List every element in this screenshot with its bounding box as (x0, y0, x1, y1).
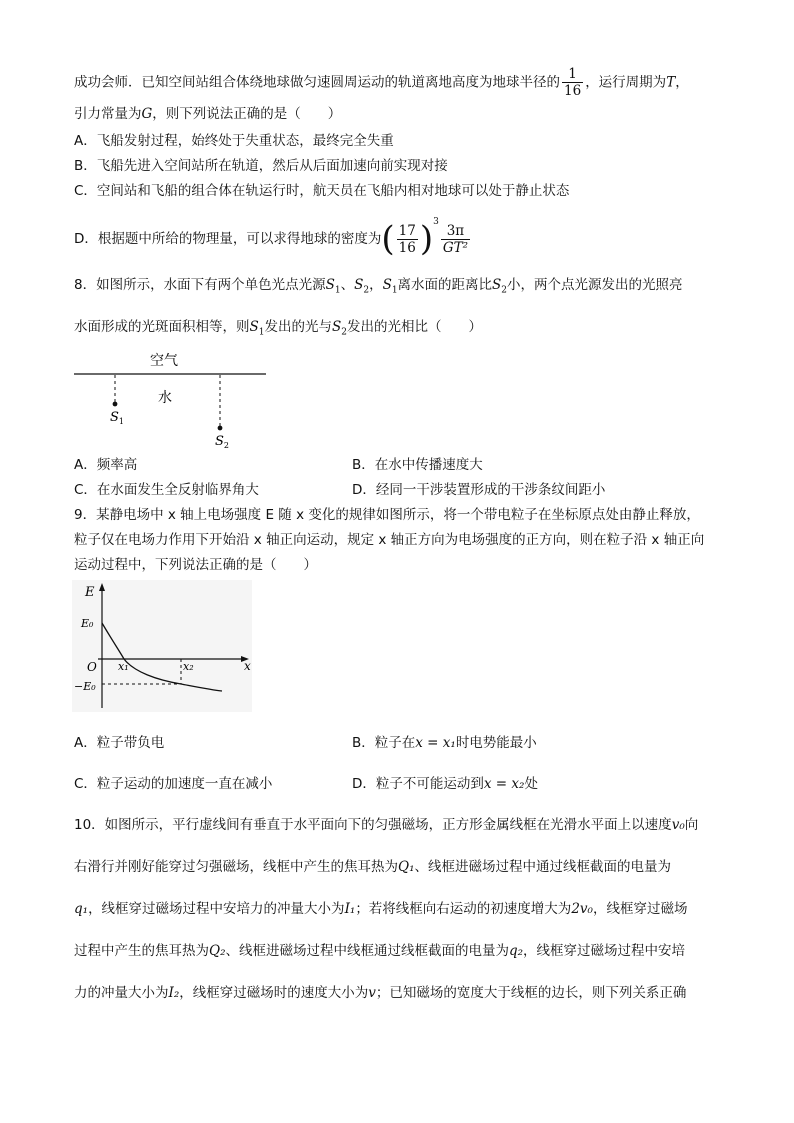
q8-option-a: A．频率高 (74, 457, 138, 473)
q7-option-a: A．飞船发射过程，始终处于失重状态，最终完全失重 (74, 133, 394, 149)
var-T: T (666, 74, 676, 91)
var-G: G (141, 106, 153, 122)
q9-option-b: B．粒子在x = x₁时电势能最小 (352, 735, 537, 751)
q7-fraction: $\frac{1}{16}$ (564, 66, 582, 99)
s2-point (218, 426, 223, 431)
s1-point (113, 402, 118, 407)
x1-label: x₁ (118, 660, 129, 673)
q8-fig-air-label: 空气 (150, 353, 178, 369)
s2-label: $S_2$ (215, 434, 229, 450)
q9-line2: 粒子仅在电场力作用下开始沿 x 轴正向运动，规定 x 轴正方向为电场强度的正方向，则在粒子沿 x 轴正向 (74, 532, 705, 548)
q10-line1: 10．如图所示，平行虚线间有垂直于水平面向下的匀强磁场，正方形金属线框在光滑水平面上以速度v₀向 (74, 817, 699, 833)
q7-line2: 引力常量为G，则下列说法正确的是（ ） (74, 106, 342, 122)
q9-option-c: C．粒子运动的加速度一直在减小 (74, 776, 273, 792)
q9-option-a: A．粒子带负电 (74, 735, 165, 751)
q9-option-d: D．粒子不可能运动到x = x₂处 (352, 776, 538, 792)
q10-line5: 力的冲量大小为I₂，线框穿过磁场时的速度大小为v；已知磁场的宽度大于线框的边长，则下列关系正确 (74, 985, 687, 1001)
q8-line2: 水面形成的光斑面积相等，则$S_1$发出的光与$S_2$发出的光相比（ ） (74, 319, 482, 338)
q10-line4: 过程中产生的焦耳热为Q₂、线框进磁场过程中线框通过线框截面的电量为q₂，线框穿过磁场过程中安培 (74, 943, 686, 959)
q10-line2: 右滑行并刚好能穿过匀强磁场，线框中产生的焦耳热为Q₁、线框进磁场过程中通过线框截面的电量为 (74, 859, 671, 875)
origin-label: O (87, 660, 97, 674)
q7-line1: 成功会师．已知空间站组合体绕地球做匀速圆周运动的轨道离地高度为地球半径的 $\frac{1}{16}$ ，运行周期为T， (74, 66, 689, 99)
neg-e0-label: −E₀ (74, 680, 96, 693)
e-axis-label: E (85, 585, 95, 600)
q7-option-b: B．飞船先进入空间站所在轨道，然后从后面加速向前实现对接 (74, 158, 448, 174)
q8-option-d: D．经同一干涉装置形成的干涉条纹间距小 (352, 482, 606, 498)
e0-label: E₀ (81, 617, 94, 630)
s1-label: $S_1$ (110, 410, 124, 426)
q8-figure (70, 348, 270, 452)
q9-line1: 9．某静电场中 x 轴上电场强度 E 随 x 变化的规律如图所示，将一个带电粒子在坐标原点处由静止释放， (74, 507, 700, 523)
q8-line1: 8．如图所示，水面下有两个单色光点光源$S_1$、$S_2$，$S_1$离水面的距离比$S_2$小，两个点光源发出的光照亮 (74, 277, 683, 296)
q8-option-c: C．在水面发生全反射临界角大 (74, 482, 259, 498)
q9-line3: 运动过程中，下列说法正确的是（ ） (74, 557, 317, 573)
q9-figure (72, 580, 252, 712)
q8-option-b: B．在水中传播速度大 (352, 457, 483, 473)
q7-text: 成功会师．已知空间站组合体绕地球做匀速圆周运动的轨道离地高度为地球半径的 (74, 74, 560, 91)
q7-option-c: C．空间站和飞船的组合体在轨运行时，航天员在飞船内相对地球可以处于静止状态 (74, 183, 570, 199)
q7-option-d: D．根据题中所给的物理量，可以求得地球的密度为( $\frac{17}{16}$ )$^3$ $\frac{3\pi}{\text{GT²}}$ (74, 216, 469, 259)
q10-line3: q₁，线框穿过磁场过程中安培力的冲量大小为I₁；若将线框向右运动的初速度增大为2v₀，线框穿过磁场 (74, 901, 688, 917)
x-axis-label: x (244, 659, 251, 673)
x2-label: x₂ (183, 660, 194, 673)
q8-fig-water-label: 水 (158, 390, 172, 406)
